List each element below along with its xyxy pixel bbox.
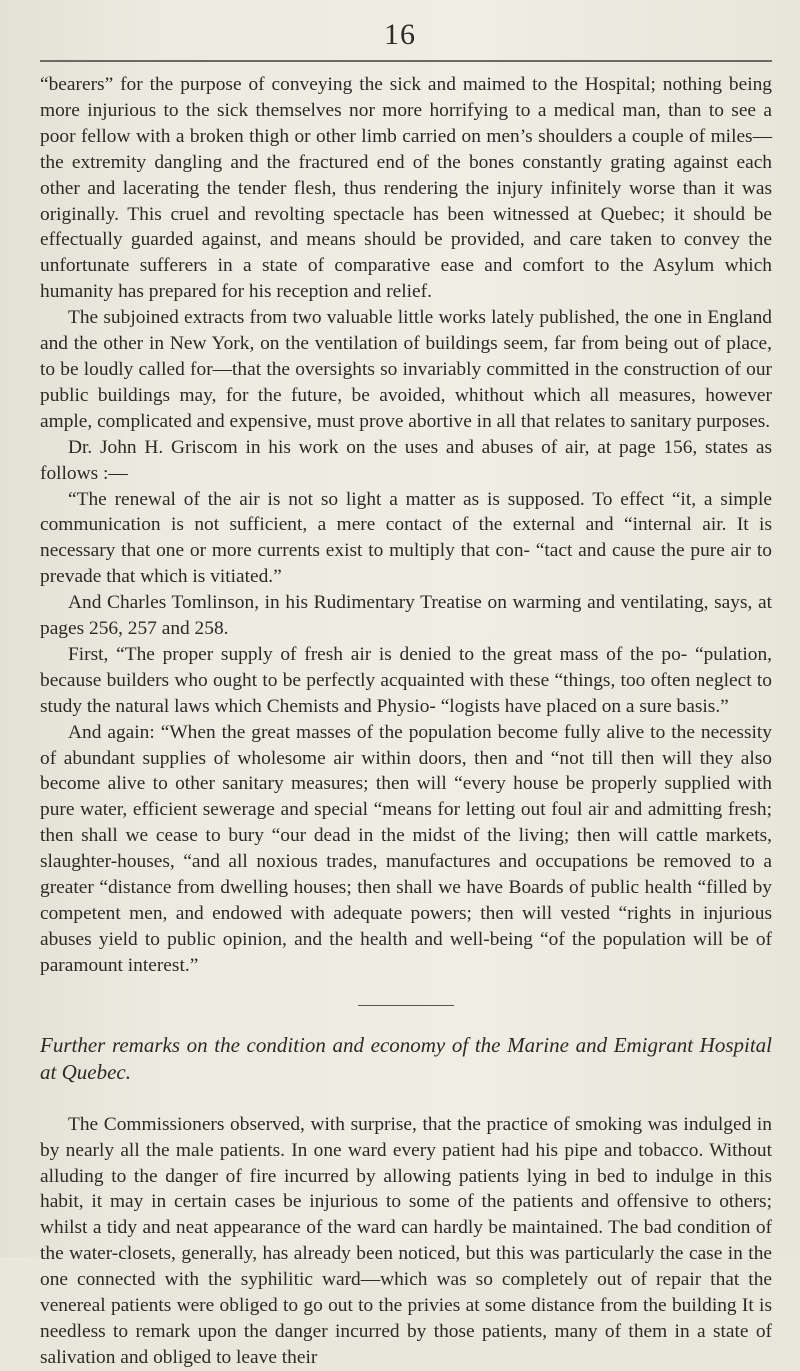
page-body [40,72,772,1371]
page-number: 16 [384,18,416,51]
paragraph-griscom: Dr. John H. Griscom in his work on the uses and abuses of air, at page 156, states as follows :— [40,436,772,484]
paragraph-ventilation-extracts: The subjoined extracts from two valuable little works lately published, the one in England and the other in New York, on the ventilation of buildings seem, far from being out of place, to be loudly called for—that the oversights so invariably committed in the construction of our public buildings may, for the future, be avoided, whithout which all measures, however ample, complicated and expensive, must prove abortive in all that relates to sanitary purposes. [40,307,772,432]
header-rule [40,60,772,62]
paragraph-smoking: The Commissioners observed, with surprise, that the practice of smoking was indulged in by nearly all the male patients. In one ward every patient had his pipe and tobacco. Without alluding to the danger of fire incurred by allowing patients lying in bed to indulge in this habit, it may in certain cases be injurious to some of the patients and offensive to others; whilst a tidy and neat appearance of the ward can hardly be maintained. The bad condition of the water-closets, generally, has already been noticed, but this was particularly the case in the one connected with the syphilitic ward—which was so completely out of repair that the venereal patients were obliged to go out to the privies at some distance from the building It is needless to remark upon the danger incurred by those patients, many of them in a state of salivation and obliged to leave their [40,1113,772,1368]
quote-tomlinson-again: And again: “When the great masses of the population become fully alive to the necessity of abundant supplies of wholesome air within doors, then and “not till then will they also become alive to other sanitary measures; then will “every house be properly supplied with pure water, efficient sewerage and special “means for letting out foul air and admitting fresh; then shall we cease to bury “our dead in the midst of the living; then will cattle markets, slaughter-houses, “and all noxious trades, manufactures and occupations be removed to a greater “distance from dwelling houses; then shall we have Boards of public health “filled by competent men, and endowed with adequate powers; then will vested “rights in injurious abuses yield to public opinion, and the health and well-being “of the population will be of paramount interest.” [40,721,772,976]
paragraph-tomlinson: And Charles Tomlinson, in his Rudimentary Treatise on warming and ventilating, says, at pages 256, 257 and 258. [40,592,772,640]
section-divider [358,1005,454,1006]
quote-tomlinson-first: First, “The proper supply of fresh air is denied to the great mass of the po- “pulation, because builders who ought to be perfectly acquainted with these “things, too often neglect to study the natural laws which Chemists and Physio- “logists have placed on a sure basis.” [40,643,772,717]
paragraph-bearers: “bearers” for the purpose of conveying the sick and maimed to the Hospital; nothing being more injurious to the sick themselves nor more horrifying to a medical man, than to see a poor fellow with a broken thigh or other limb carried on men’s shoulders a couple of miles—the extremity dangling and the fractured end of the bones constantly grating against each other and lacerating the tender flesh, thus rendering the injury infinitely worse than it was originally. This cruel and revolting spectacle has been witnessed at Quebec; it should be effectually guarded against, and means should be provided, and care taken to convey the unfortunate sufferers in a state of comparative ease and comfort to the Asylum which humanity has prepared for his reception and relief. [40,74,772,303]
section-heading: Further remarks on the condition and economy of the Marine and Emigrant Hospital at Quebec. [40,1032,772,1084]
quote-griscom: “The renewal of the air is not so light a matter as is supposed. To effect “it, a simple communication is not sufficient, a mere contact of the external and “internal air. It is necessary that one or more currents exist to multiply that con- “tact and cause the pure air to prevade that which is vitiated.” [40,488,772,588]
